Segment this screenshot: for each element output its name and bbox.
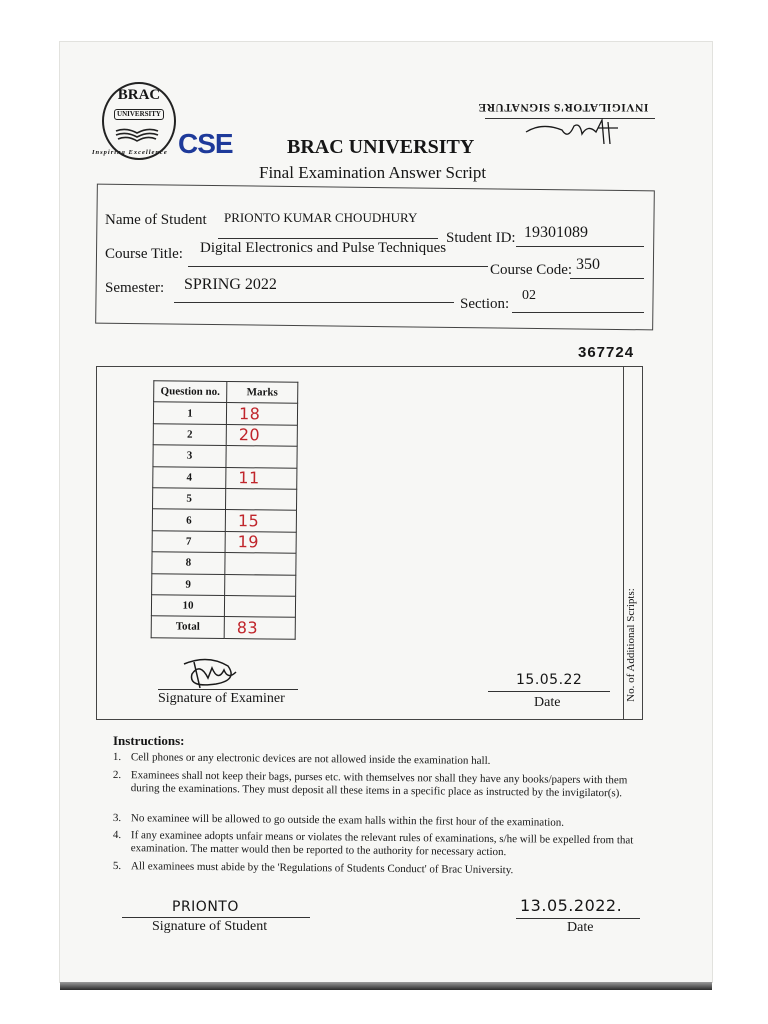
table-row — [152, 530, 296, 553]
table-row — [153, 402, 297, 425]
course-code-line — [570, 278, 644, 279]
student-id-line — [516, 246, 644, 247]
instruction-text: All examinees must abide by the 'Regulations of Students Conduct' of Brac University. — [130, 860, 514, 877]
table-row — [152, 552, 296, 575]
instruction-text: Examinees shall not keep their bags, purses etc. with themselves nor shall they have any books/papers with them during the examinations. They must deposit all these items in a specific place as instructed by the invigilator(s). — [130, 769, 628, 800]
question-no-header: Question no. — [154, 381, 227, 403]
invigilator-signature-scribble — [522, 118, 622, 148]
marks-cell — [225, 574, 296, 596]
marks-table-header-row — [154, 381, 298, 404]
student-name-value: PRIONTO KUMAR CHOUDHURY — [224, 210, 418, 225]
instruction-number: 2. — [112, 769, 122, 782]
section-line — [512, 312, 644, 313]
examiner-signature-label: Signature of Examiner — [158, 691, 285, 706]
student-date-label: Date — [567, 920, 594, 935]
marks-cell — [226, 446, 297, 468]
table-row — [152, 573, 296, 596]
semester-line — [174, 302, 454, 303]
marks-cell — [226, 403, 297, 425]
instruction-number: 3. — [112, 812, 122, 825]
section-label: Section: — [460, 296, 510, 312]
question-number: 8 — [152, 552, 225, 574]
student-date-line — [516, 918, 640, 919]
instruction-number: 5. — [112, 860, 122, 873]
instruction-item — [113, 829, 653, 865]
table-row — [152, 509, 296, 532]
semester-label: Semester: — [105, 280, 165, 296]
instruction-item — [113, 769, 653, 819]
question-number: 3 — [153, 445, 226, 467]
table-row — [153, 488, 297, 511]
semester-value: SPRING 2022 — [184, 276, 277, 293]
marks-value: 15 — [237, 511, 260, 531]
page-edge-shadow — [60, 982, 712, 990]
question-number: 1 — [153, 402, 226, 424]
student-signature-label: Signature of Student — [152, 919, 268, 934]
table-row — [153, 466, 297, 489]
student-signature-line — [122, 917, 310, 918]
examiner-signature-line — [158, 689, 298, 690]
question-number: 2 — [153, 424, 226, 446]
instruction-text: If any examinee adopts unfair means or violates the relevant rules of examinations, s/he will be expelled from that examination. The matter would then be reported to the authority for necessary action. — [130, 829, 634, 859]
course-title-value: Digital Electronics and Pulse Techniques — [200, 240, 447, 256]
total-row — [151, 616, 295, 639]
marks-cell — [225, 531, 296, 553]
course-code-value: 350 — [576, 256, 600, 273]
marks-value: 11 — [238, 468, 260, 488]
department-logo-cse: CSE — [178, 128, 233, 159]
marks-header: Marks — [227, 382, 298, 404]
instruction-text: No examinee will be allowed to go outside the exam halls within the first hour of the examination. — [130, 812, 565, 829]
exam-title: Final Examination Answer Script — [259, 163, 487, 182]
marks-cell — [225, 488, 296, 510]
examiner-date-value: 15.05.22 — [516, 672, 583, 688]
student-signature-value: PRIONTO — [172, 899, 239, 915]
total-cell — [224, 617, 295, 639]
logo-text-brac: BRAC — [117, 87, 161, 103]
university-title: BRAC UNIVERSITY — [287, 136, 475, 158]
question-number: 9 — [152, 573, 225, 595]
question-number: 4 — [153, 466, 226, 488]
total-label: Total — [151, 616, 224, 638]
logo-text-university: UNIVERSITY — [114, 109, 164, 120]
instruction-number: 1. — [112, 751, 122, 764]
question-number: 7 — [152, 530, 225, 552]
invigilator-signature-label: INVIGILATOR'S SIGNATURE — [478, 101, 649, 113]
marks-value: 20 — [238, 425, 261, 445]
course-title-line — [188, 266, 500, 267]
total-value: 83 — [236, 618, 259, 638]
student-id-label: Student ID: — [446, 230, 516, 246]
student-date-value: 13.05.2022. — [520, 896, 623, 915]
instructions-title: Instructions: — [113, 733, 185, 748]
student-name-line — [218, 238, 438, 239]
examiner-date-label: Date — [534, 695, 561, 710]
marks-cell — [226, 467, 297, 489]
additional-scripts-label: No. of Additional Scripts: — [625, 588, 637, 702]
marks-cell — [226, 424, 297, 446]
logo-book-icon — [114, 128, 160, 142]
table-row — [151, 595, 295, 618]
marks-cell — [225, 553, 296, 575]
course-code-label: Course Code: — [490, 262, 573, 278]
marks-value: 19 — [237, 532, 260, 552]
student-id-value: 19301089 — [524, 224, 588, 241]
instruction-text: Cell phones or any electronic devices are not allowed inside the examination hall. — [130, 751, 491, 767]
table-row — [153, 445, 297, 468]
question-number: 6 — [152, 509, 225, 531]
section-value: 02 — [522, 288, 536, 303]
question-number: 5 — [153, 488, 226, 510]
name-of-student-label: Name of Student — [105, 212, 207, 228]
examiner-date-line — [488, 691, 610, 692]
table-row — [153, 424, 297, 447]
marks-table — [151, 380, 299, 639]
logo-tagline: Inspiring Excellence — [92, 149, 168, 156]
examiner-signature-scribble — [178, 654, 242, 690]
course-title-label: Course Title: — [105, 246, 183, 262]
instruction-number: 4. — [112, 829, 122, 842]
marks-cell — [224, 595, 295, 617]
script-serial-number: 367724 — [578, 344, 635, 361]
marks-cell — [225, 510, 296, 532]
question-number: 10 — [151, 595, 224, 617]
marks-value: 18 — [238, 404, 261, 424]
